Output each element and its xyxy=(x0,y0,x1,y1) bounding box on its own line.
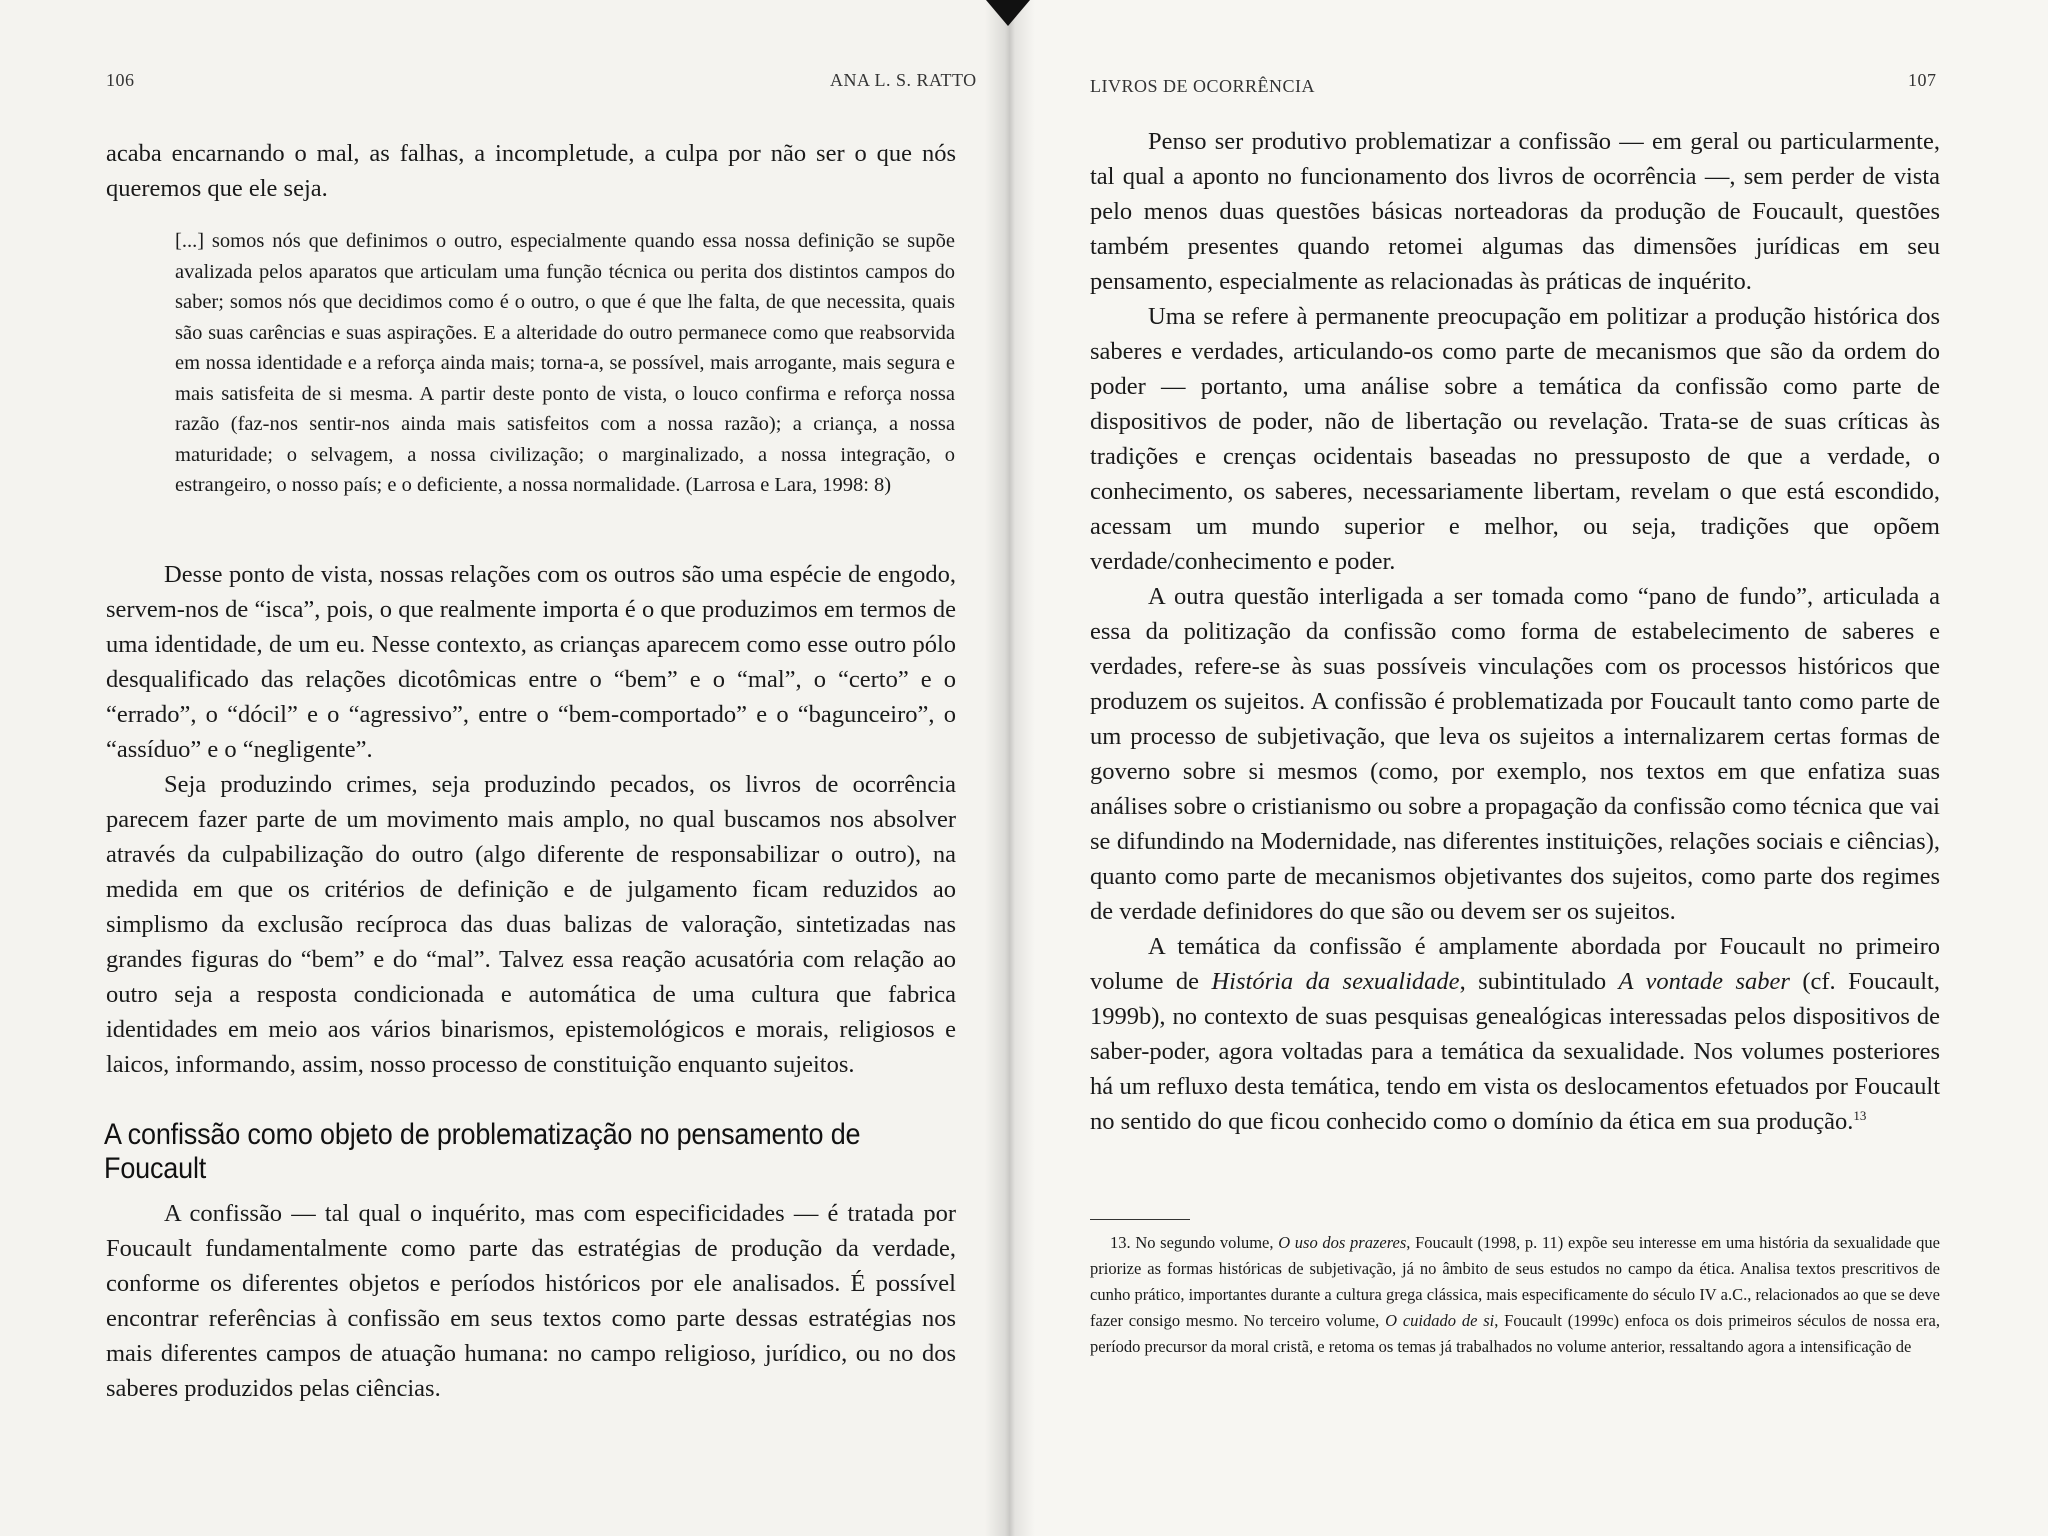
book-title: A vontade saber xyxy=(1618,968,1790,995)
section-heading-block xyxy=(104,1118,1004,1186)
book-title: O uso dos prazeres xyxy=(1278,1233,1407,1252)
section-title: A confissão como objeto de problematização no pensamento de Foucault xyxy=(104,1118,861,1185)
text-run: A temática da confissão é amplamente abordada por Foucault no primeiro volume de xyxy=(1090,933,1940,995)
paragraph-continued: acaba encarnando o mal, as falhas, a incompletude, a culpa por não ser o que nós queremos que ele seja. xyxy=(106,140,956,202)
text-run: , Foucault (1998, p. 11) expõe seu interesse em uma história da sexualidade que priorize as formas históricas de subjetivação, já no âmbito de seus estudos no campo da ética. Analisa textos prescritivos de cunho prático, importantes durante a cultura grega clássica, mais especificamente do século IV a.C., relacionados ao que se deve fazer consigo mesmo. No terceiro volume, xyxy=(1090,1233,1941,1330)
block-quote xyxy=(175,226,955,501)
book-gutter xyxy=(985,0,1035,1536)
paragraph: Uma se refere à permanente preocupação em politizar a produção histórica dos saberes e verdades, articulando-os como parte de mecanismos que são da ordem do poder — portanto, uma análise sobre a temática da confissão como parte de dispositivos de poder, não de libertação ou revelação. Trata-se de suas críticas às tradições e crenças ocidentais baseadas no pressuposto de que a verdade, o conhecimento, os saberes, necessariamente libertam, revelam o que está escondido, acessam um mundo superior e melhor, ou seja, tradições que opõem verdade/conhecimento e poder. xyxy=(1090,303,1940,575)
quote-text: [...] somos nós que definimos o outro, especialmente quando essa nossa definição se supõe avalizada pelos aparatos que articulam uma função técnica ou perita dos distintos campos do saber; somos nós que decidimos como é o outro, o que é que lhe falta, de que necessita, quais são suas carências e suas aspirações. E a alteridade do outro permanece como que reabsorvida em nossa identidade e a reforça ainda mais; torna-a, se possível, mais arrogante, mais segura e mais satisfeita de si mesma. A partir deste ponto de vista, o louco confirma e reforça nossa razão (faz-nos sentir-nos ainda mais satisfeitos com a nossa razão); a criança, a nossa maturidade; o selvagem, a nossa civilização; o marginalizado, a nossa integração, o estrangeiro, o nosso país; e o deficiente, a nossa normalidade. (Larrosa e Lara, 1998: 8) xyxy=(175,230,955,496)
right-page xyxy=(1010,0,2048,1536)
right-body-block xyxy=(1090,124,1940,1139)
paragraph: A outra questão interligada a ser tomada como “pano de fundo”, articulada a essa da politização da confissão como forma de estabelecimento de saberes e verdades, refere-se às suas possíveis vinculações com os processos históricos que produzem os sujeitos. A confissão é problematizada por Foucault tanto como parte de um processo de subjetivação, que leva os sujeitos a internalizarem certas formas de governo sobre si mesmos (como, por exemplo, nos textos em que enfatiza suas análises sobre o cristianismo ou sobre a propagação da confissão como técnica que vai se difundindo na Modernidade, nas diferentes instituições, relações sociais e ciências), quanto como parte de mecanismos objetivantes dos sujeitos, como parte dos regimes de verdade definidores do que são ou devem ser os sujeitos. xyxy=(1090,583,1940,925)
paragraph: Penso ser produtivo problematizar a confissão — em geral ou particularmente, tal qual a aponto no funcionamento dos livros de ocorrência —, sem perder de vista pelo menos duas questões básicas norteadoras da produção de Foucault, questões também presentes quando retomei algumas das dimensões jurídicas em seu pensamento, especialmente as relacionadas às práticas de inquérito. xyxy=(1090,128,1940,295)
text-run: (cf. Foucault, 1999b), no contexto de suas pesquisas genealógicas interessadas pelos dispositivos de saber-poder, agora voltadas para a temática da sexualidade. Nos volumes posteriores há um refluxo desta temática, tendo em vista os deslocamentos efetuados por Foucault no sentido do que ficou conhecido como o domínio da ética em sua produção. xyxy=(1090,968,1940,1135)
footnote-reference[interactable]: 13 xyxy=(1853,1107,1867,1123)
running-head-left: ANA L. S. RATTO xyxy=(830,70,977,90)
left-top-paragraph-block xyxy=(106,136,956,206)
binding-shadow xyxy=(986,0,1030,26)
footnote-block xyxy=(1090,1230,1940,1360)
page-number-right: 107 xyxy=(1908,70,1937,90)
footnote-rule xyxy=(1090,1219,1190,1220)
footnote-text xyxy=(1090,1230,1940,1360)
left-page xyxy=(0,0,1010,1536)
paragraph-with-note xyxy=(1090,929,1940,1139)
text-run: , Foucault (1999c) enfoca os dois primeiros séculos de nossa era, período precursor da moral cristã, e retoma os temas já trabalhados no volume anterior, ressaltando agora a intensificação de xyxy=(1090,1311,1940,1356)
left-body-block xyxy=(106,557,956,1082)
book-title: O cuidado de si xyxy=(1385,1311,1495,1330)
page-number-left: 106 xyxy=(106,70,135,90)
text-run: 13. No segundo volume, xyxy=(1110,1233,1279,1252)
paragraph: A confissão — tal qual o inquérito, mas com especificidades — é tratada por Foucault fundamentalmente como parte das estratégias de produção da verdade, conforme os diferentes objetos e períodos históricos por ele analisados. É possível encontrar referências à confissão em seus textos como parte dessas estratégias nos mais diferentes campos de atuação humana: no campo religioso, jurídico, ou no dos saberes produzidos pelas ciências. xyxy=(106,1200,956,1402)
paragraph: Seja produzindo crimes, seja produzindo pecados, os livros de ocorrência parecem fazer parte de um movimento mais amplo, no qual buscamos nos absolver através da culpabilização do outro (algo diferente de responsabilizar o outro), na medida em que os critérios de definição e de julgamento ficam reduzidos ao simplismo da exclusão recíproca das duas balizas de valoração, sintetizadas nas grandes figuras do “bem” e do “mal”. Talvez essa reação acusatória com relação ao outro seja a resposta condicionada e automática de uma cultura que fabrica identidades em meio aos vários binarismos, epistemológicos e morais, religiosos e laicos, informando, assim, nosso processo de constituição enquanto sujeitos. xyxy=(106,771,956,1078)
paragraph: Desse ponto de vista, nossas relações com os outros são uma espécie de engodo, servem-nos de “isca”, pois, o que realmente importa é o que produzimos em termos de uma identidade, de um eu. Nesse contexto, as crianças aparecem como esse outro pólo desqualificado das relações dicotômicas entre o “bem” e o “mal”, o “certo” e o “errado”, o “dócil” e o “agressivo”, entre o “bem-comportado” e o “bagunceiro”, o “assíduo” e o “negligente”. xyxy=(106,561,956,763)
book-title: História da sexualidade xyxy=(1211,968,1460,995)
running-head-right: LIVROS DE OCORRÊNCIA xyxy=(1090,76,1316,96)
text-run: , subintitulado xyxy=(1459,968,1619,995)
left-section-body xyxy=(106,1196,956,1406)
